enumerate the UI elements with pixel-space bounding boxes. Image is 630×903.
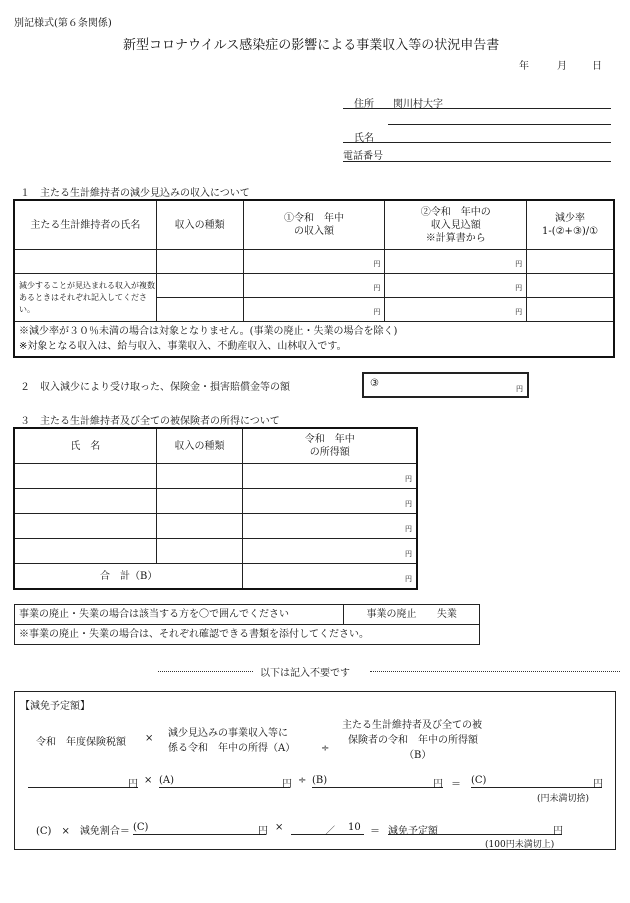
s3-name-cell[interactable] bbox=[15, 539, 157, 564]
document-title: 新型コロナウイルス感染症の影響による事業収入等の状況申告書 bbox=[123, 38, 500, 53]
c-label-2: (C) bbox=[133, 822, 149, 833]
section1-note-2: ※対象となる収入は、給与収入、事業収入、不動産収入、山林収入です。 bbox=[19, 341, 347, 352]
calc-title: 【減免予定額】 bbox=[20, 701, 90, 712]
header-income1: ①令和 年中 の収入額 bbox=[243, 201, 385, 250]
s3-header-name: 氏 名 bbox=[15, 429, 157, 464]
s1-income2-cell[interactable]: 円 bbox=[385, 250, 527, 274]
total-income-cell[interactable]: 円 bbox=[243, 564, 417, 589]
yen-2: 円 bbox=[282, 779, 292, 790]
section1-title: １ 主たる生計維持者の減少見込みの収入について bbox=[20, 188, 250, 199]
tax-amount-line[interactable] bbox=[28, 787, 138, 788]
closure-instruction: 事業の廃止・失業の場合は該当する方を〇で囲んでください bbox=[15, 605, 344, 625]
yen-1: 円 bbox=[128, 779, 138, 790]
option-unemployment[interactable]: 失業 bbox=[436, 609, 457, 620]
header-type: 収入の種類 bbox=[156, 201, 243, 250]
name-line[interactable] bbox=[343, 142, 611, 143]
calc-income-b-label-3: （B） bbox=[404, 750, 432, 761]
calc-income-a-label-2: 係る令和 年中の所得（A） bbox=[168, 743, 296, 754]
a-amount-line[interactable] bbox=[159, 787, 290, 788]
section1-table bbox=[14, 200, 614, 357]
section2-yen: 円 bbox=[516, 385, 523, 393]
section2-amount-box[interactable] bbox=[362, 372, 529, 398]
divider-text: 以下は記入不要です bbox=[260, 668, 350, 679]
ten: 10 bbox=[348, 822, 361, 833]
closure-table bbox=[14, 604, 480, 645]
s3-header-type: 収入の種類 bbox=[156, 429, 243, 464]
s1-type-cell[interactable] bbox=[156, 298, 243, 322]
result-amount-line[interactable] bbox=[388, 834, 562, 835]
total-label: 合 計（B） bbox=[15, 564, 243, 589]
s1-income1-cell[interactable]: 円 bbox=[243, 250, 385, 274]
s3-name-cell[interactable] bbox=[15, 464, 157, 489]
closure-options bbox=[344, 605, 480, 625]
calc-income-b-label-2: 保険者の令和 年中の所得額 bbox=[348, 735, 478, 746]
equals-2: ＝ bbox=[370, 826, 380, 837]
date-month-label: 月 bbox=[557, 61, 567, 72]
s3-type-cell[interactable] bbox=[156, 489, 243, 514]
slash: ／ bbox=[325, 826, 335, 837]
calc-times-1: × bbox=[145, 733, 154, 744]
s3-type-cell[interactable] bbox=[156, 464, 243, 489]
name-label: 氏名 bbox=[354, 133, 374, 144]
multi-income-note: 減少することが見込まれる収入が複数あるときはそれぞれ記入してください。 bbox=[15, 274, 157, 322]
s1-rate-cell[interactable] bbox=[527, 274, 614, 298]
yen-3: 円 bbox=[433, 779, 443, 790]
calc-income-a-label-1: 減少見込みの事業収入等に bbox=[168, 728, 288, 739]
b-label: (B) bbox=[312, 775, 328, 786]
option-closure[interactable]: 事業の廃止 bbox=[366, 609, 417, 620]
yen-6: 円 bbox=[553, 826, 563, 837]
b-amount-line[interactable] bbox=[312, 787, 443, 788]
c-amount-line[interactable] bbox=[471, 787, 602, 788]
s1-income2-cell[interactable]: 円 bbox=[385, 298, 527, 322]
marker-3: ③ bbox=[370, 378, 379, 389]
s3-type-cell[interactable] bbox=[156, 539, 243, 564]
times-a: × bbox=[144, 775, 153, 786]
s3-income-cell[interactable]: 円 bbox=[243, 489, 417, 514]
s1-type-cell[interactable] bbox=[156, 274, 243, 298]
divider-left bbox=[158, 671, 253, 672]
s3-name-cell[interactable] bbox=[15, 514, 157, 539]
form-label: 別記様式(第６条関係) bbox=[14, 18, 112, 29]
c-amount-line-2[interactable] bbox=[133, 834, 266, 835]
s1-rate-cell[interactable] bbox=[527, 298, 614, 322]
calc-divide-1: ÷ bbox=[321, 743, 330, 754]
round-note-2: (100円未満切上) bbox=[485, 840, 555, 850]
yen-5: 円 bbox=[258, 826, 268, 837]
a-label: (A) bbox=[159, 775, 175, 786]
phone-label: 電話番号 bbox=[343, 151, 383, 162]
header-rate: 減少率 1-(②+③)/① bbox=[527, 201, 614, 250]
address-line-2[interactable] bbox=[388, 124, 611, 125]
calc-income-b-label-1: 主たる生計維持者及び全ての被 bbox=[342, 720, 482, 731]
s3-type-cell[interactable] bbox=[156, 514, 243, 539]
section3-title: ３ 主たる生計維持者及び全ての被保険者の所得について bbox=[20, 416, 280, 427]
s1-income1-cell[interactable]: 円 bbox=[243, 298, 385, 322]
closure-note: ※事業の廃止・失業の場合は、それぞれ確認できる書類を添付してください。 bbox=[15, 625, 480, 645]
div-b: ÷ bbox=[298, 775, 307, 786]
s1-name-cell[interactable] bbox=[15, 250, 157, 274]
address-line-1[interactable] bbox=[343, 108, 611, 109]
section3-table bbox=[14, 428, 417, 589]
calc-tax-label: 令和 年度保険税額 bbox=[36, 737, 126, 748]
equals-1: ＝ bbox=[451, 779, 461, 790]
c-times-rate: (C) × 減免割合＝ bbox=[36, 826, 130, 837]
phone-line[interactable] bbox=[343, 161, 611, 162]
yen-4: 円 bbox=[593, 779, 603, 790]
divider-right bbox=[370, 671, 620, 672]
s1-rate-cell[interactable] bbox=[527, 250, 614, 274]
date-year-label: 年 bbox=[519, 61, 529, 72]
date-day-label: 日 bbox=[592, 61, 602, 72]
times-2: × bbox=[275, 822, 284, 833]
s3-income-cell[interactable]: 円 bbox=[243, 464, 417, 489]
section1-note-1: ※減少率が３０％未満の場合は対象となりません。(事業の廃止・失業の場合を除く) bbox=[19, 326, 398, 337]
result-label: 減免予定額 bbox=[388, 826, 438, 837]
s3-name-cell[interactable] bbox=[15, 489, 157, 514]
header-income2: ②令和 年中の 収入見込額 ※計算書から bbox=[385, 201, 527, 250]
s3-header-income: 令和 年中 の所得額 bbox=[243, 429, 417, 464]
address-label: 住所 bbox=[354, 99, 374, 110]
section1-notes bbox=[15, 322, 614, 357]
s1-type-cell[interactable] bbox=[156, 250, 243, 274]
c-label: (C) bbox=[471, 775, 487, 786]
round-note-1: (円未満切捨) bbox=[537, 794, 590, 804]
section2-title: ２ 収入減少により受け取った、保険金・損害賠償金等の額 bbox=[20, 382, 290, 393]
header-name: 主たる生計維持者の氏名 bbox=[15, 201, 157, 250]
s1-income1-cell[interactable]: 円 bbox=[243, 274, 385, 298]
address-value: 関川村大字 bbox=[393, 99, 443, 110]
s1-income2-cell[interactable]: 円 bbox=[385, 274, 527, 298]
s3-income-cell[interactable]: 円 bbox=[243, 539, 417, 564]
s3-income-cell[interactable]: 円 bbox=[243, 514, 417, 539]
